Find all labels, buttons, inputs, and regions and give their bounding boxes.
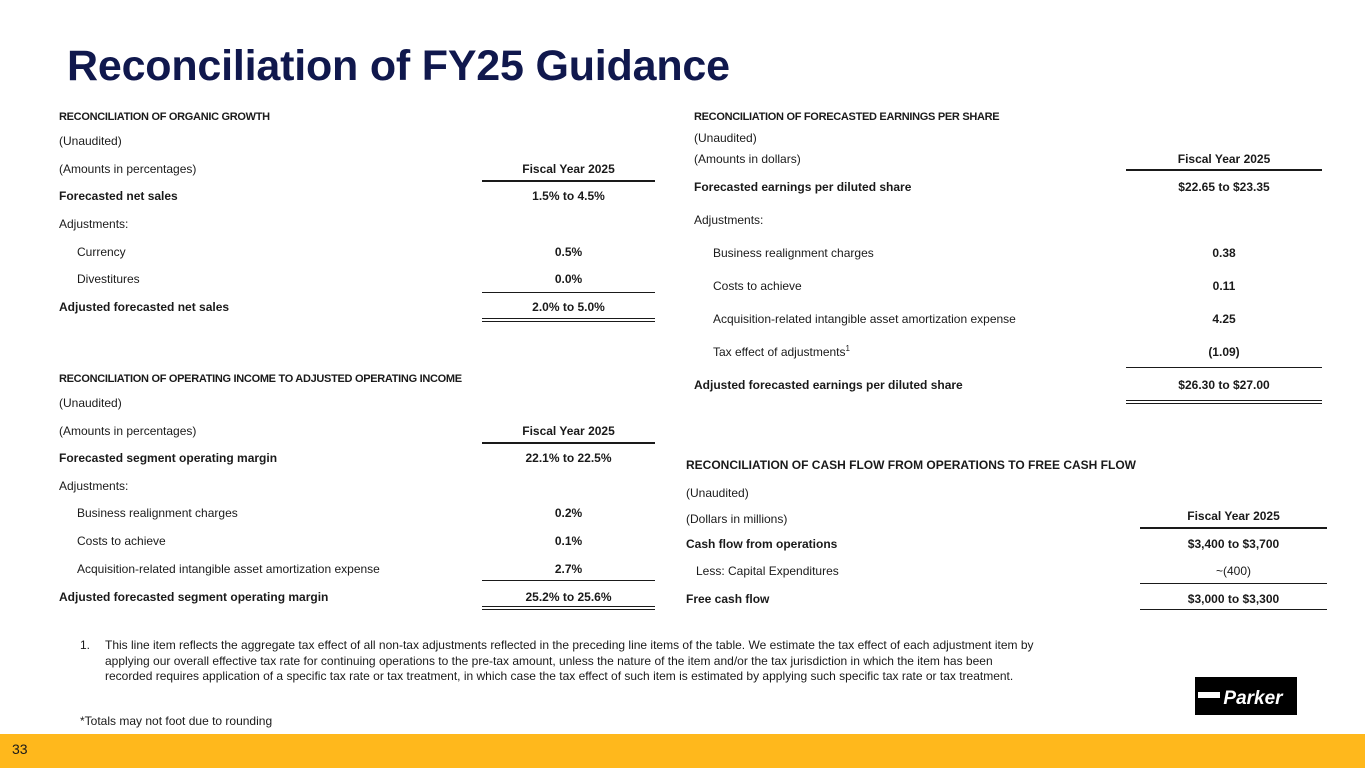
organic-subtotal-rule [482, 292, 655, 293]
row-value: $26.30 to $27.00 [1178, 378, 1270, 392]
row-label: Costs to achieve [77, 534, 166, 548]
row-label: Adjustments: [694, 213, 764, 227]
row-label: Business realignment charges [77, 506, 238, 520]
cashflow-col-header: Fiscal Year 2025 [1187, 509, 1280, 523]
cashflow-units: (Dollars in millions) [686, 512, 788, 526]
opinc-col-header: Fiscal Year 2025 [522, 424, 615, 438]
organic-total-double-rule [482, 318, 655, 322]
row-value: 0.2% [554, 506, 583, 520]
footnote [80, 638, 1040, 685]
cashflow-subtotal-rule [1140, 583, 1327, 584]
organic-units: (Amounts in percentages) [59, 162, 197, 176]
opinc-unaudited: (Unaudited) [59, 396, 122, 410]
logo-wordmark: Parker [1223, 688, 1283, 709]
row-label: Acquisition-related intangible asset amortization expense [77, 562, 380, 576]
row-value: 1.5% to 4.5% [532, 189, 605, 203]
row-value: (1.09) [1208, 345, 1240, 359]
row-label: Adjusted forecasted earnings per diluted share [694, 378, 963, 392]
row-label: Forecasted earnings per diluted share [694, 180, 912, 194]
page-number: 33 [12, 741, 28, 757]
page-title: Reconciliation of FY25 Guidance [67, 42, 730, 90]
row-label: Forecasted segment operating margin [59, 451, 278, 465]
opinc-total-double-rule [482, 606, 655, 610]
row-value: 2.0% to 5.0% [532, 300, 605, 314]
cashflow-total-rule [1140, 609, 1327, 610]
eps-section-title: RECONCILIATION OF FORECASTED EARNINGS PER SHARE [694, 111, 1000, 123]
row-label: Acquisition-related intangible asset amortization expense [713, 312, 1016, 326]
cashflow-unaudited: (Unaudited) [686, 486, 749, 500]
row-value: 0.38 [1212, 246, 1236, 260]
row-label: Adjusted forecasted net sales [59, 300, 230, 314]
row-label: Adjustments: [59, 479, 129, 493]
row-value: ~(400) [1215, 564, 1252, 578]
row-label: Less: Capital Expenditures [696, 564, 839, 578]
row-value: 2.7% [554, 562, 583, 576]
footnote-number: 1. [80, 638, 91, 652]
row-value: 0.0% [554, 272, 583, 286]
cashflow-header-rule [1140, 527, 1327, 529]
row-label: Free cash flow [686, 592, 770, 606]
row-label: Cash flow from operations [686, 537, 838, 551]
eps-col-header: Fiscal Year 2025 [1177, 152, 1271, 166]
row-label: Costs to achieve [713, 279, 802, 293]
opinc-subtotal-rule [482, 580, 655, 581]
cashflow-section-title: RECONCILIATION OF CASH FLOW FROM OPERATIONS TO FREE CASH FLOW [686, 458, 1136, 472]
row-label: Divestitures [77, 272, 140, 286]
row-value: $3,000 to $3,300 [1187, 592, 1280, 606]
parker-logo [1195, 677, 1297, 715]
organic-section-title: RECONCILIATION OF ORGANIC GROWTH [59, 111, 270, 123]
opinc-header-rule [482, 442, 655, 444]
totals-note: *Totals may not foot due to rounding [80, 714, 273, 728]
row-label: Business realignment charges [713, 246, 874, 260]
eps-total-double-rule [1126, 400, 1322, 404]
eps-units: (Amounts in dollars) [694, 152, 801, 166]
opinc-section-title: RECONCILIATION OF OPERATING INCOME TO ADJUSTED OPERATING INCOME [59, 373, 462, 385]
footer-bar [0, 734, 1365, 768]
row-label [713, 342, 850, 362]
row-value: 25.2% to 25.6% [525, 590, 612, 604]
row-label: Adjustments: [59, 217, 129, 231]
eps-unaudited: (Unaudited) [694, 131, 757, 145]
row-value: 4.25 [1212, 312, 1236, 326]
row-label: Adjusted forecasted segment operating margin [59, 590, 329, 604]
footnote-marker: 1 [845, 344, 850, 353]
row-value: $22.65 to $23.35 [1178, 180, 1270, 194]
row-value: 0.5% [554, 245, 583, 259]
row-value: 0.1% [554, 534, 583, 548]
row-value: 0.11 [1212, 279, 1236, 293]
organic-col-header: Fiscal Year 2025 [522, 162, 615, 176]
organic-header-rule [482, 180, 655, 182]
row-value: $3,400 to $3,700 [1187, 537, 1280, 551]
footnote-text: This line item reflects the aggregate tax effect of all non-tax adjustments reflected in the preceding line items of the table. We estimate the tax effect of each adjustment item by applying our overall effective tax rate for continuing operations to the pre-tax amount, unless the nature of the item and/or the tax jurisdiction in which the item has been recorded requires application of a specific tax rate or tax treatment, in which case the tax effect of such item is estimated by applying such specific tax rate or tax treatment. [105, 638, 1034, 683]
eps-subtotal-rule [1126, 367, 1322, 368]
eps-header-rule [1126, 169, 1322, 171]
opinc-units: (Amounts in percentages) [59, 424, 197, 438]
row-label: Currency [77, 245, 126, 259]
row-label: Forecasted net sales [59, 189, 178, 203]
tax-effect-label: Tax effect of adjustments [713, 345, 846, 359]
organic-unaudited: (Unaudited) [59, 134, 122, 148]
row-value: 22.1% to 22.5% [525, 451, 612, 465]
